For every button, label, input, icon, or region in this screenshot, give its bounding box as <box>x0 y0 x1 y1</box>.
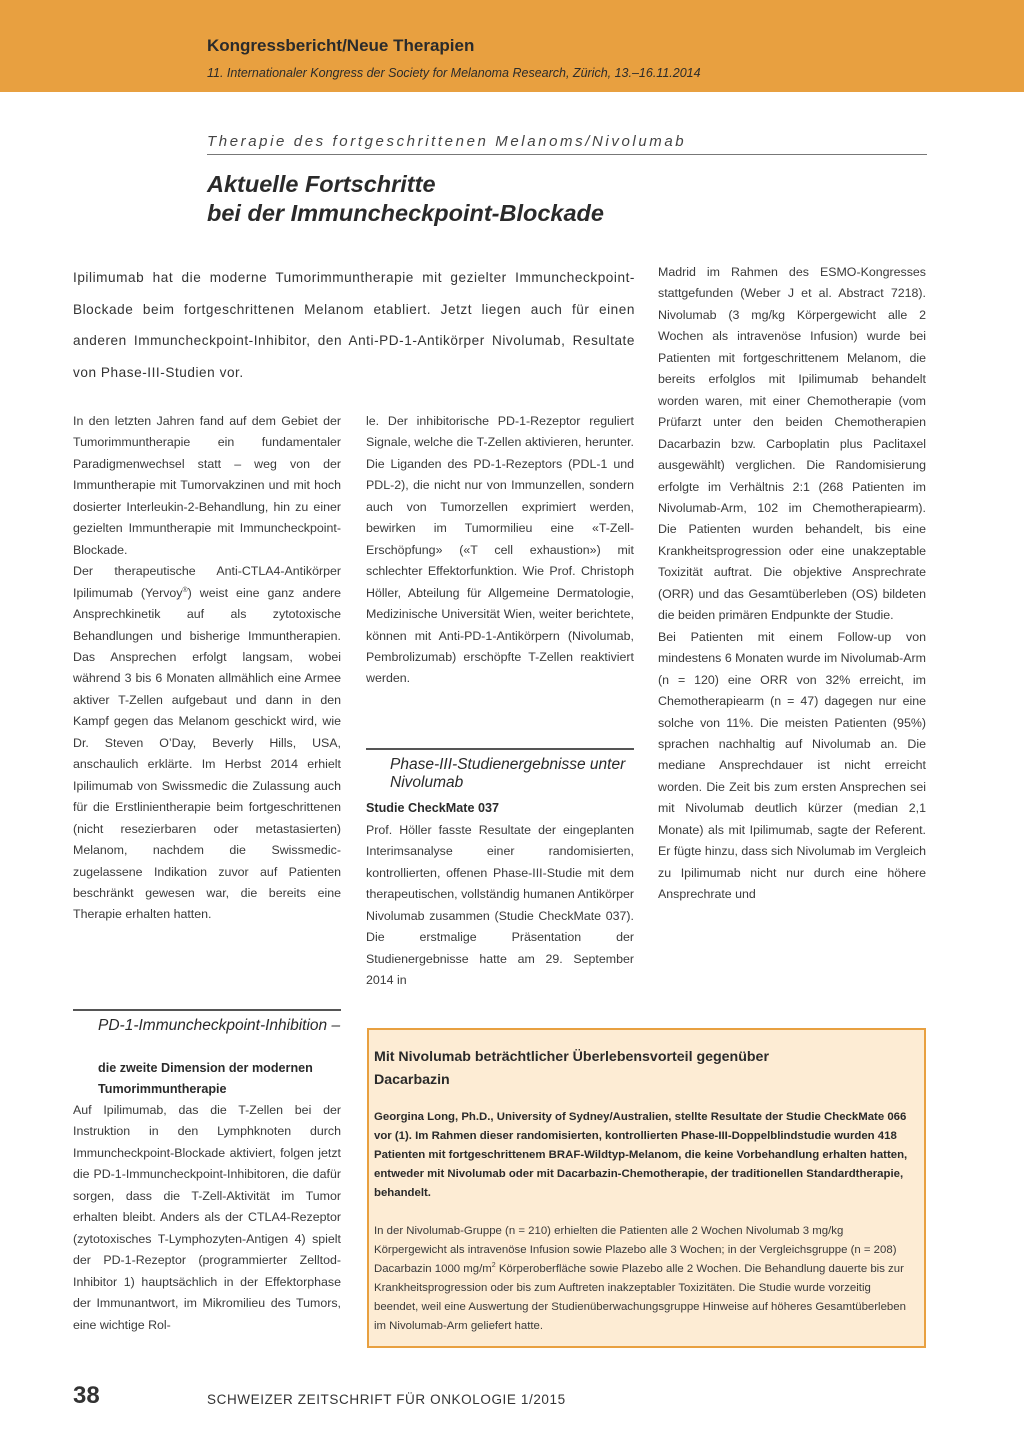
subheading-phase3: Phase-III-Studienergebnisse unter Nivolumab <box>390 756 626 791</box>
title-line-2: bei der Immuncheckpoint-Blockade <box>207 200 604 226</box>
col2-paragraph-2 <box>366 820 634 992</box>
col1-p2-part-a: Der therapeutische Anti-CTLA4-Antikörper Ipilimumab (Yervoy <box>73 564 341 600</box>
section-rule-1 <box>73 1009 341 1011</box>
col3-paragraph-2: Bei Patienten mit einem Follow-up von mindestens 6 Monaten wurde im Nivolumab-Arm (n = 120) eine ORR von 32% erreicht, im Chemotherapiearm (n = 47) dagegen nur eine solche von 11%. Die meisten Patienten (95%) sprachen nachhaltig auf Nivolumab an. Die mediane Ansprechdauer ist nicht erreicht worden. Die Zeit bis zum ersten Ansprechen sei mit Nivolumab deutlich kürzer (median 2,1 Monate) als mit Ipilimumab, sagte der Referent. Er fügte hinzu, dass sich Nivolumab im Vergleich zu Ipilimumab nicht nur durch eine höhere Ansprechrate und <box>658 629 926 902</box>
superscript-2: 2 <box>491 1262 496 1270</box>
col1-p2-part-b: ) weist eine ganz andere Ansprechkinetik auf als zytotoxische Behandlungen und bisherige Immuntherapien. Das Ansprechen erfolgt langsam, wobei während 3 bis 6 Monaten allmählich eine Armee aktiver T-Zellen aufgebaut und dann in den Kampf gegen das Melanom geschickt wird, wie Dr. Steven O’Day, Beverly Hills, USA, anschaulich erklärte. Im Herbst 2014 erhielt Ipilimumab von Swissmedic die Zulassung auch für die Erstlinientherapie beim fortgeschrittenen (nicht resezierbaren oder metastasierten) Melanom, nachdem die Swissmedic-zugelassene Indikation zuvor auf Patienten beschränkt gewesen war, die bereits eine Therapie erhalten hatten. <box>73 585 341 922</box>
info-box-body-a: In der Nivolumab-Gruppe (n = 210) erhielten die Patienten alle 2 Wochen Nivolumab 3 mg/kg Körpergewicht als intravenöse Infusion sowie Plazebo alle 3 Wochen; in der Vergleichsgruppe (n = 208) Dacarbazin 1000 mg/m <box>374 1225 897 1275</box>
article-kicker: Therapie des fortgeschrittenen Melanoms/Nivolumab <box>207 133 927 155</box>
subheading-pd1: PD-1-Immuncheckpoint-Inhibition – <box>98 1017 341 1034</box>
col2-p2-text: Prof. Höller fasste Resultate der eingeplanten Interimsanalyse einer randomisierten, kontrollierten, offenen Phase-III-Studie mit dem therapeutischen, vollständig humanen Antikörper Nivolumab zusammen (Studie CheckMate 037). Die erstmalige Präsentation der Studienergebnisse hatte am 29. September 2014 in <box>366 823 634 988</box>
congress-subtitle: 11. Internationaler Kongress der Society for Melanoma Research, Zürich, 13.–16.11.2014 <box>207 66 701 80</box>
info-box-intro: Georgina Long, Ph.D., University of Sydney/Australien, stellte Resultate der Studie CheckMate 066 vor (1). Im Rahmen dieser randomisierten, kontrollierten Phase-III-Doppelblindstudie wurden 418 Patienten mit fortgeschrittenem BRAF-Wildtyp-Melanom, die keine Vorbehandlung erhalten hatten, entweder mit Nivolumab oder mit Dacarbazin-Chemotherapie, der traditionellen Standardtherapie, behandelt. <box>374 1111 908 1199</box>
section-title: Kongressbericht/Neue Therapien <box>207 36 475 55</box>
info-box-title: Mit Nivolumab beträchtlicher Überlebensvorteil gegenüber Dacarbazin <box>374 1049 769 1088</box>
col1-paragraph-1: In den letzten Jahren fand auf dem Gebiet der Tumorimmuntherapie ein fundamentaler Paradigmenwechsel statt – weg von der Immuntherapie mit Tumorvakzinen und mit hoch dosierter Interleukin-2-Behandlung, hin zu einer gezielten Immuntherapie mit Immuncheckpoint-Blockade. <box>73 414 341 557</box>
subheading-pd1-bold: die zweite Dimension der modernen Tumorimmuntherapie <box>98 1061 313 1096</box>
info-box-body-b: Körperoberfläche sowie Plazebo alle 2 Wochen. Die Behandlung dauerte bis zur Krankheitsprogression oder bis zum Auftreten inakzeptabler Toxizitäten. Die Studie wurde vorzeitig beendet, weil eine Auswertung der Studienüberwachungsgruppe Hinweise auf höheres Gesamtüberleben im Nivolumab-Arm geliefert hatte. <box>374 1263 906 1332</box>
journal-name: SCHWEIZER ZEITSCHRIFT FÜR ONKOLOGIE 1/2015 <box>207 1392 566 1407</box>
column-1 <box>73 411 341 926</box>
registered-mark: ® <box>182 586 188 594</box>
page-number: 38 <box>73 1382 100 1409</box>
info-box-body <box>374 1222 916 1336</box>
section-rule-2 <box>366 748 634 750</box>
col3-paragraph-1: Madrid im Rahmen des ESMO-Kongresses stattgefunden (Weber J et al. Abstract 7218). Nivolumab (3 mg/kg Körpergewicht alle 2 Wochen als intravenöse Infusion) wurde bei Patienten mit fortgeschrittenem Melanom, die bereits erfolglos mit Ipilimumab behandelt worden waren, mit einer Chemotherapie (vom Prüfarzt unter den beiden Chemotherapien Dacarbazin bzw. Carboplatin plus Paclitaxel ausgewählt) verglichen. Die Randomisierung erfolgte im Verhältnis 2:1 (268 Patienten im Nivolumab-Arm, 102 im Chemotherapiearm). Die Patienten wurden behandelt, bis eine Krankheitsprogression oder eine unakzeptable Toxizität auftrat. Die objektive Ansprechrate (ORR) und das Gesamtüberleben (OS) bildeten die beiden primären Endpunkte der Studie. <box>658 265 926 623</box>
column-2 <box>366 411 634 690</box>
title-line-1: Aktuelle Fortschritte <box>207 171 436 197</box>
article-title <box>207 170 604 228</box>
col1-p3-text: Auf Ipilimumab, das die T-Zellen bei der Instruktion in den Lymphknoten durch Immuncheckpoint-Blockade aktiviert, folgen jetzt die PD-1-Immuncheckpoint-Inhibitoren, die dafür sorgen, dass die T-Zell-Aktivität im Tumor erhalten bleibt. Anders als der CTLA4-Rezeptor (zytotoxisches T-Lymphozyten-Antigen 4) spielt der PD-1-Rezeptor (programmierter Zelltod-Inhibitor 1) hauptsächlich in der Effektorphase der Immunantwort, im Mikromilieu des Tumors, eine wichtige Rol- <box>73 1103 341 1332</box>
col2-paragraph-1: le. Der inhibitorische PD-1-Rezeptor reguliert Signale, welche die T-Zellen aktivieren, herunter. Die Liganden des PD-1-Rezeptors (PDL-1 und PDL-2), die nicht nur von Immunzellen, sondern auch von Tumorzellen exprimiert werden, bewirken im Tumormilieu eine «T-Zell-Erschöpfung» («T cell exhaustion») mit schlechter Effektorfunktion. Wie Prof. Christoph Höller, Abteilung für Allgemeine Dermatologie, Medizinische Universität Wien, weiter berichtete, können mit Anti-PD-1-Antikörpern (Nivolumab, Pembrolizumab) erschöpfte T-Zellen reaktiviert werden. <box>366 414 634 686</box>
col1-paragraph-2 <box>73 561 341 926</box>
subheading-checkmate037: Studie CheckMate 037 <box>366 801 499 815</box>
article-lead: Ipilimumab hat die moderne Tumorimmuntherapie mit gezielter Immuncheckpoint-Blockade beim fortgeschrittenen Melanom etabliert. Jetzt liegen auch für einen anderen Immuncheckpoint-Inhibitor, den Anti-PD-1-Antikörper Nivolumab, Resultate von Phase-III-Studien vor. <box>73 270 635 380</box>
column-3 <box>658 262 926 906</box>
col1-paragraph-3 <box>73 1100 341 1336</box>
